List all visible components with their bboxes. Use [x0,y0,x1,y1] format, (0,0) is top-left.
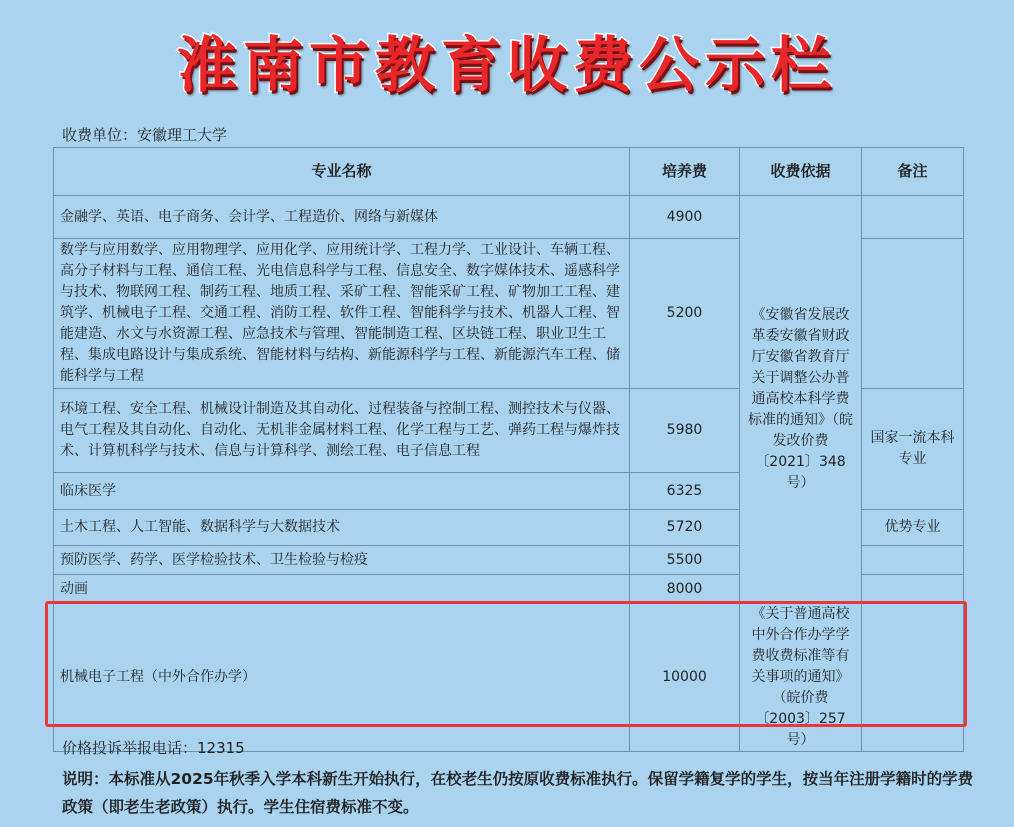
table-row [54,604,964,752]
fee-value: 8000 [630,575,740,604]
fee-value: 10000 [630,604,740,752]
fee-basis-joint: 《关于普通高校中外合作办学学费收费标准等有关事项的通知》（皖价费〔2003〕257 号） [740,604,862,752]
explanation-note: 说明：本标准从2025年秋季入学本科新生开始执行，在校老生仍按原收费标准执行。保留学籍复学的学生，按当年注册学籍时的学费政策（即老生老政策）执行。学生住宿费标准不变。 [62,770,974,816]
note-cell [862,239,964,389]
note-first-class: 国家一流本科专业 [862,389,964,510]
table-row [54,196,964,239]
header-note: 备注 [862,148,964,196]
fee-value: 5980 [630,389,740,473]
major-names: 机械电子工程（中外合作办学） [54,604,630,752]
complaint-hotline: 价格投诉举报电话：12315 [62,739,245,757]
note-cell [862,546,964,575]
fee-value: 4900 [630,196,740,239]
table-header-row [54,148,964,196]
major-names: 临床医学 [54,473,630,510]
major-names: 动画 [54,575,630,604]
header-major-name: 专业名称 [54,148,630,196]
fee-value: 5720 [630,510,740,546]
fee-table [53,147,964,752]
fee-basis-main: 《安徽省发展改革委安徽省财政厅安徽省教育厅关于调整公办普通高校本科学费标准的通知》（皖发改价费〔2021〕348 号） [740,196,862,604]
header-fee: 培养费 [630,148,740,196]
note-cell [862,196,964,239]
fee-value: 5200 [630,239,740,389]
major-names: 预防医学、药学、医学检验技术、卫生检验与检疫 [54,546,630,575]
major-names: 土木工程、人工智能、数据科学与大数据技术 [54,510,630,546]
note-cell [862,604,964,752]
fee-value: 5500 [630,546,740,575]
note-cell [862,575,964,604]
note-advantage: 优势专业 [862,510,964,546]
major-names: 数学与应用数学、应用物理学、应用化学、应用统计学、工程力学、工业设计、车辆工程、高分子材料与工程、通信工程、光电信息科学与工程、信息安全、数字媒体技术、遥感科学与技术、物联网工程、制药工程、地质工程、采矿工程、智能采矿工程、矿物加工工程、建筑学、机械电子工程、交通工程、消防工程、软件工程、智能科学与技术、机器人工程、智能建造、水文与水资源工程、应急技术与管理、智能制造工程、区块链工程、职业卫生工程、集成电路设计与集成系统、智能材料与结构、新能源科学与工程、新能源汽车工程、储能科学与工程 [54,239,630,389]
page-title: 淮南市教育收费公示栏 [177,31,837,101]
fee-value: 6325 [630,473,740,510]
major-names: 环境工程、安全工程、机械设计制造及其自动化、过程装备与控制工程、测控技术与仪器、电气工程及其自动化、自动化、无机非金属材料工程、化学工程与工艺、弹药工程与爆炸技术、计算机科学与技术、信息与计算科学、测绘工程、电子信息工程 [54,389,630,473]
header-basis: 收费依据 [740,148,862,196]
fee-unit: 收费单位：安徽理工大学 [62,126,228,144]
major-names: 金融学、英语、电子商务、会计学、工程造价、网络与新媒体 [54,196,630,239]
